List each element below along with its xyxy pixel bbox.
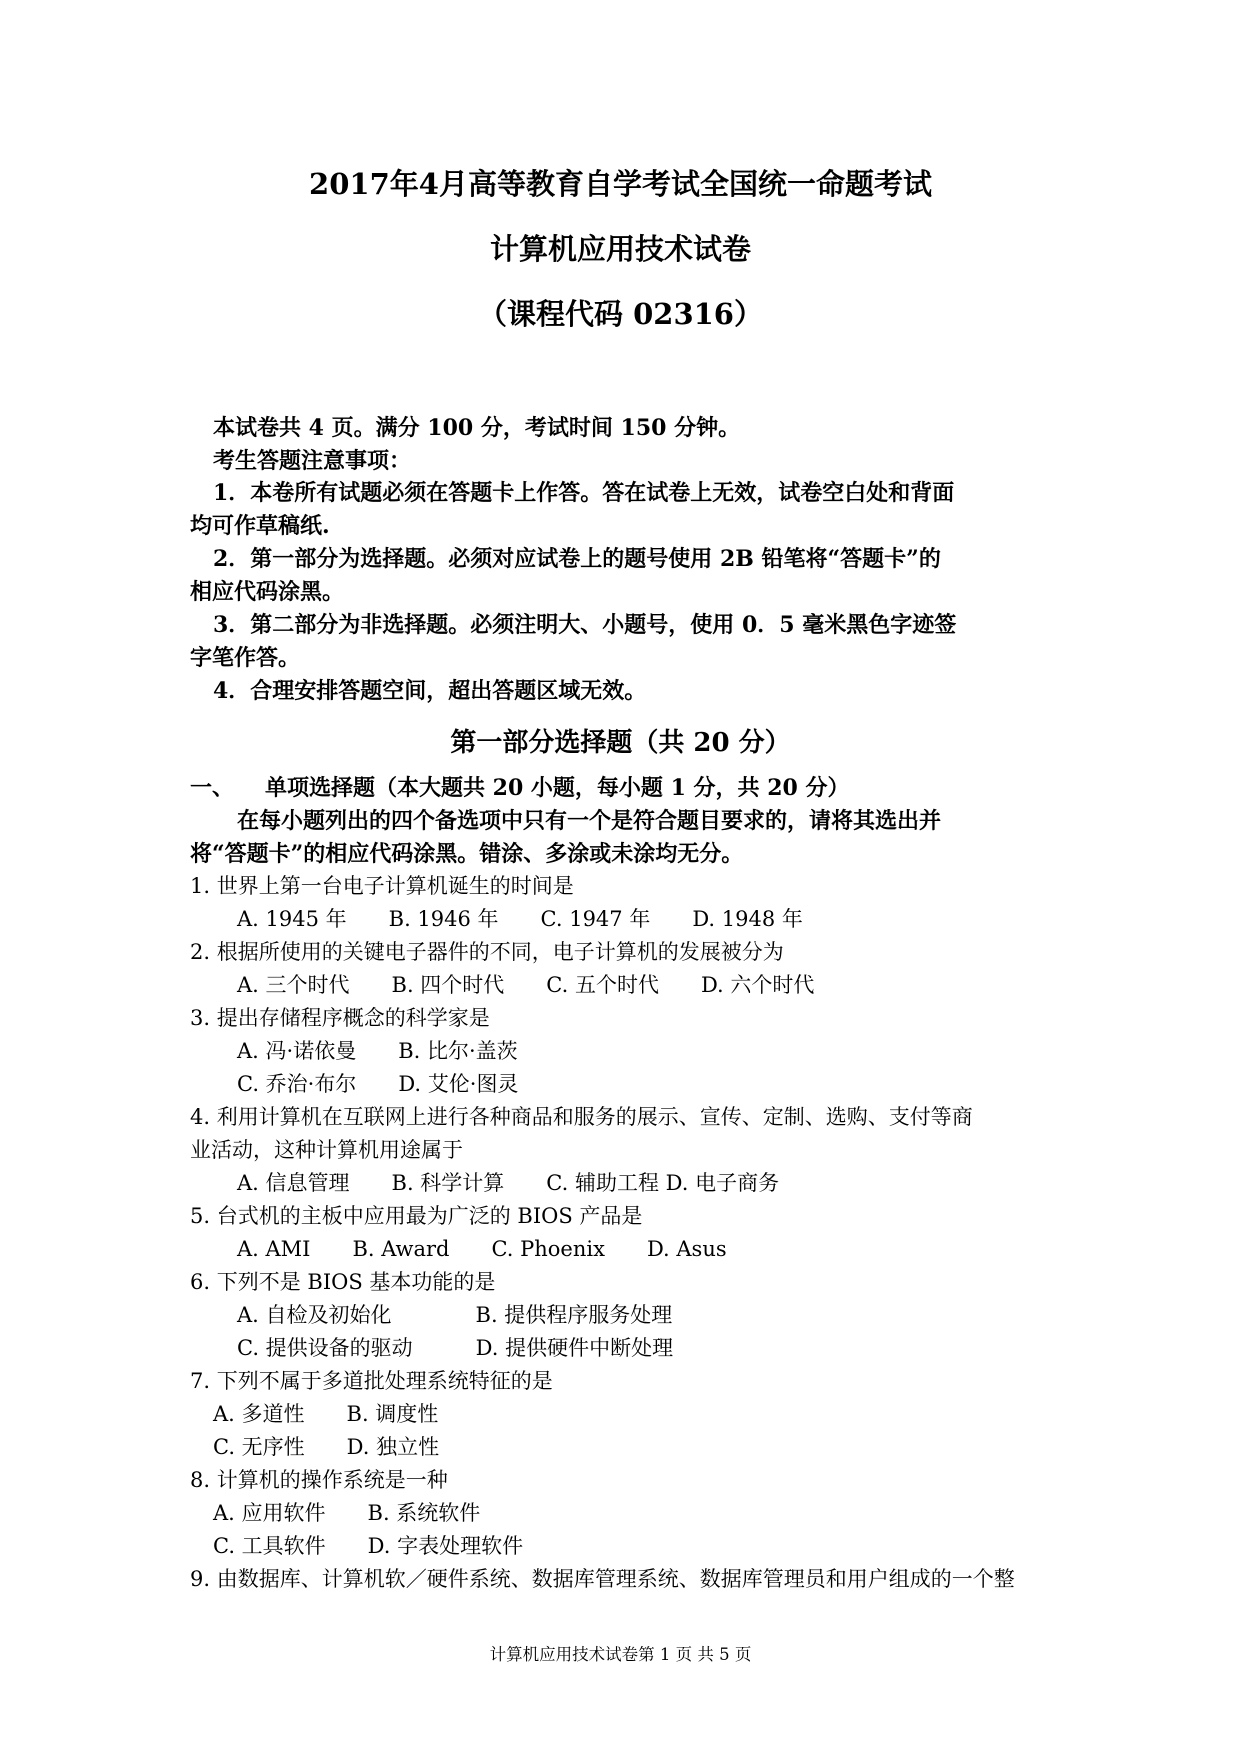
question-4-options: A. 信息管理 B. 科学计算 C. 辅助工程 D. 电子商务	[237, 1171, 780, 1195]
notice-item-2: 2．第一部分为选择题。必须对应试卷上的题号使用 2B 铅笔将“答题卡”的	[213, 546, 941, 572]
instruction-line-2: 将“答题卡”的相应代码涂黑。错涂、多涂或未涂均无分。	[190, 841, 744, 867]
exam-title: 2017年4月高等教育自学考试全国统一命题考试	[309, 167, 932, 201]
question-4: 4. 利用计算机在互联网上进行各种商品和服务的展示、宣传、定制、选购、支付等商	[190, 1105, 973, 1129]
question-8: 8. 计算机的操作系统是一种	[190, 1468, 448, 1492]
question-8-options-2: C. 工具软件 D. 字表处理软件	[213, 1534, 524, 1558]
question-3-options-2: C. 乔治·布尔 D. 艾伦·图灵	[237, 1072, 519, 1096]
question-7-options-2: C. 无序性 D. 独立性	[213, 1435, 440, 1459]
part-number: 一、	[190, 775, 235, 801]
question-1: 1. 世界上第一台电子计算机诞生的时间是	[190, 874, 574, 898]
notice-item-3: 3．第二部分为非选择题。必须注明大、小题号，使用 0．5 毫米黑色字迹签	[213, 612, 957, 638]
question-7: 7. 下列不属于多道批处理系统特征的是	[190, 1369, 553, 1393]
notice-item-3-cont: 字笔作答。	[190, 645, 301, 671]
notice-item-4: 4．合理安排答题空间，超出答题区域无效。	[213, 678, 647, 704]
section-title: 第一部分选择题（共 20 分）	[450, 728, 791, 758]
question-2-options: A. 三个时代 B. 四个时代 C. 五个时代 D. 六个时代	[237, 973, 815, 997]
instruction-line-1: 在每小题列出的四个备选项中只有一个是符合题目要求的，请将其选出并	[237, 808, 942, 834]
question-5: 5. 台式机的主板中应用最为广泛的 BIOS 产品是	[190, 1204, 643, 1228]
course-code: （课程代码 02316）	[478, 297, 763, 331]
exam-summary: 本试卷共 4 页。满分 100 分，考试时间 150 分钟。	[213, 415, 741, 441]
notice-heading: 考生答题注意事项：	[213, 448, 412, 474]
question-3-options-1: A. 冯·诺依曼 B. 比尔·盖茨	[237, 1039, 518, 1063]
question-4-cont: 业活动，这种计算机用途属于	[190, 1138, 463, 1162]
question-6-options-2: C. 提供设备的驱动 D. 提供硬件中断处理	[237, 1336, 674, 1360]
notice-item-1: 1．本卷所有试题必须在答题卡上作答。答在试卷上无效，试卷空白处和背面	[213, 480, 955, 506]
question-5-options: A. AMI B. Award C. Phoenix D. Asus	[237, 1237, 727, 1261]
notice-item-1-cont: 均可作草稿纸.	[190, 513, 330, 539]
question-6: 6. 下列不是 BIOS 基本功能的是	[190, 1270, 496, 1294]
question-2: 2. 根据所使用的关键电子器件的不同，电子计算机的发展被分为	[190, 940, 784, 964]
paper-title: 计算机应用技术试卷	[489, 232, 751, 266]
question-7-options-1: A. 多道性 B. 调度性	[213, 1402, 439, 1426]
question-1-options: A. 1945 年 B. 1946 年 C. 1947 年 D. 1948 年	[237, 907, 803, 931]
question-9: 9. 由数据库、计算机软／硬件系统、数据库管理系统、数据库管理员和用户组成的一个整	[190, 1567, 1015, 1591]
notice-item-2-cont: 相应代码涂黑。	[190, 579, 345, 605]
page-footer: 计算机应用技术试卷第 1 页 共 5 页	[489, 1645, 752, 1664]
question-8-options-1: A. 应用软件 B. 系统软件	[213, 1501, 481, 1525]
part-title: 单项选择题（本大题共 20 小题，每小题 1 分，共 20 分）	[265, 775, 850, 801]
question-3: 3. 提出存储程序概念的科学家是	[190, 1006, 490, 1030]
question-6-options-1: A. 自检及初始化 B. 提供程序服务处理	[237, 1303, 673, 1327]
